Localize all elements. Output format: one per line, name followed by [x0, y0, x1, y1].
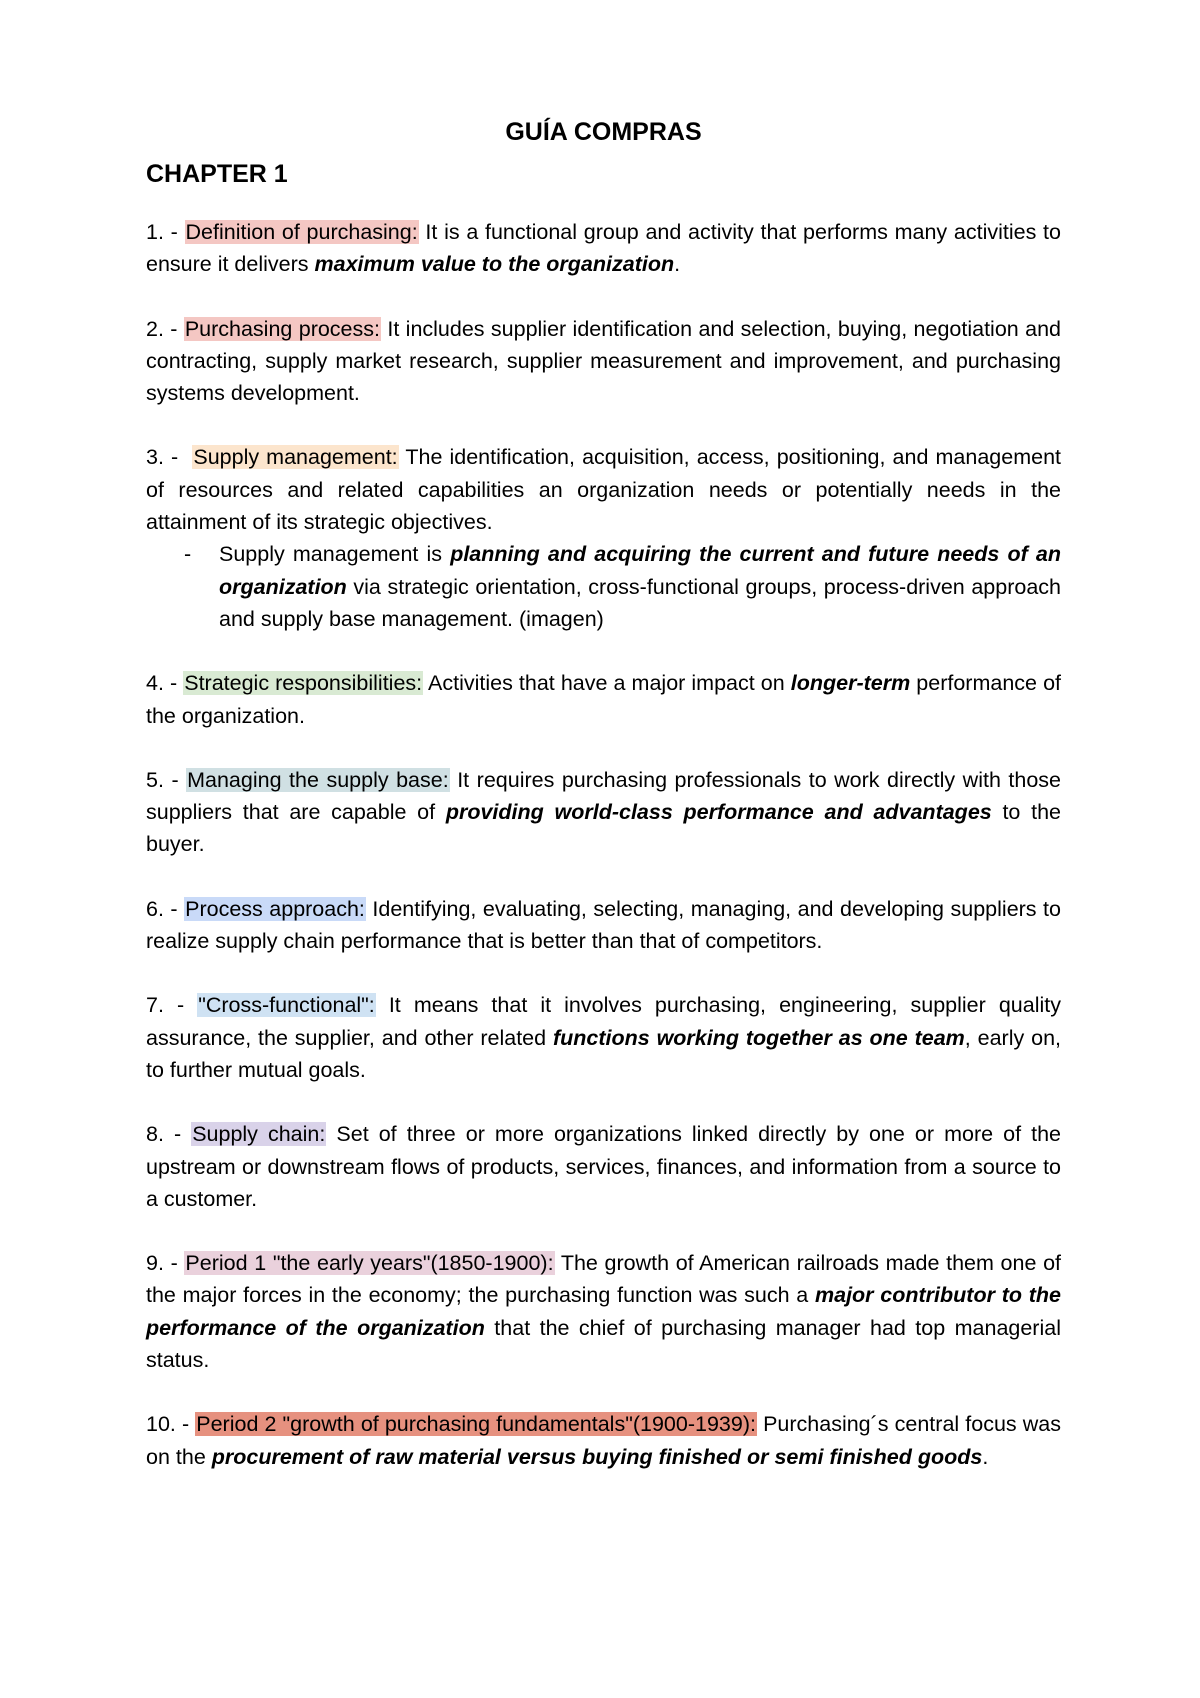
item-text: The identification, acquisition, access, positioning, and management of resources and related capabilities an organization needs or potentially needs in the attainment of its strategic objectives. — [146, 445, 1061, 535]
highlighted-term: Managing the supply base: — [187, 767, 449, 792]
item-text: to the buyer. — [146, 800, 1061, 857]
item-text: . — [674, 252, 681, 277]
item-text: via strategic orientation, cross-functional groups, process-driven approach and supply base management. (imagen) — [219, 574, 1061, 631]
definition-item-7 — [146, 989, 1061, 1086]
item-number: 7. - — [146, 993, 198, 1018]
emphasis-text: procurement of raw material versus buying finished or semi finished goods — [211, 1444, 983, 1469]
item-number: 4. - — [146, 671, 184, 696]
item-number: 6. - — [146, 896, 185, 921]
item-text: Purchasing´s central focus was on the — [146, 1412, 1061, 1469]
item-text: Supply management is — [219, 542, 451, 567]
item-number: 10. - — [146, 1412, 196, 1437]
item-text: Identifying, evaluating, selecting, managing, and developing suppliers to realize supply chain performance that is better than that of competitors. — [146, 896, 1061, 954]
definition-item-5 — [146, 764, 1061, 861]
emphasis-text: major contributor to the performance of the organization — [146, 1283, 1061, 1340]
definition-item-2 — [146, 313, 1061, 410]
item-text: that the chief of purchasing manager had top managerial status. — [146, 1315, 1061, 1373]
item-text: , early on, to further mutual goals. — [146, 1025, 1061, 1082]
definition-item-9 — [146, 1247, 1061, 1376]
definition-item-10 — [146, 1408, 1061, 1473]
highlighted-term: "Cross-functional": — [198, 993, 375, 1018]
item-text: performance of the organization. — [146, 671, 1061, 728]
bullet-dash: - — [184, 542, 192, 567]
definition-item-4 — [146, 667, 1061, 732]
item-number: 1. - — [146, 220, 185, 244]
definition-item-3 — [146, 441, 1061, 635]
highlighted-term: Supply management: — [193, 445, 398, 470]
item-number: 5. - — [146, 767, 187, 792]
item-text: It means that it involves purchasing, engineering, supplier quality assurance, the supplier, and other related — [146, 993, 1061, 1050]
sub-bullet-text — [219, 538, 1061, 635]
emphasis-text: maximum value to the organization — [314, 252, 675, 277]
highlighted-term: Purchasing process: — [184, 316, 380, 341]
item-number: 8. - — [146, 1122, 192, 1147]
item-text: It includes supplier identification and selection, buying, negotiation and contracting, supply market research, supplier measurement and improvement, and purchasing systems development. — [146, 316, 1061, 406]
emphasis-text: longer-term — [790, 671, 911, 696]
highlighted-term: Period 1 "the early years"(1850-1900): — [185, 1251, 554, 1276]
definition-item-1 — [146, 216, 1061, 281]
highlighted-term: Strategic responsibilities: — [184, 671, 423, 696]
chapter-heading: CHAPTER 1 — [146, 160, 288, 188]
item-text: Activities that have a major impact on — [423, 671, 791, 696]
highlighted-term: Definition of purchasing: — [185, 220, 418, 244]
emphasis-text: planning and acquiring the current and future needs of an organization — [219, 542, 1061, 599]
item-body — [146, 441, 1061, 538]
item-text: . — [982, 1444, 989, 1469]
item-number: 2. - — [146, 316, 184, 341]
highlighted-term: Supply chain: — [192, 1122, 326, 1147]
sub-bullet — [146, 538, 1061, 635]
document-title: GUÍA COMPRAS — [505, 118, 702, 146]
highlighted-term: Process approach: — [185, 896, 365, 921]
item-number: 9. - — [146, 1251, 185, 1276]
definition-item-8 — [146, 1118, 1061, 1215]
item-text: The growth of American railroads made them one of the major forces in the economy; the purchasing function was such a — [146, 1251, 1062, 1308]
item-text: Set of three or more organizations linked directly by one or more of the upstream or downstream flows of products, services, finances, and information from a source to a customer. — [146, 1122, 1061, 1211]
emphasis-text: functions working together as one team — [552, 1025, 965, 1050]
item-text: It is a functional group and activity that performs many activities to ensure it delivers — [146, 220, 1061, 277]
item-text: It requires purchasing professionals to work directly with those suppliers that are capable of — [146, 767, 1062, 825]
emphasis-text: providing world-class performance and advantages — [445, 800, 992, 825]
definition-item-6 — [146, 893, 1061, 958]
highlighted-term: Period 2 "growth of purchasing fundamentals"(1900-1939): — [196, 1412, 756, 1437]
item-number: 3. - — [146, 445, 193, 470]
document-page — [146, 112, 1061, 1505]
